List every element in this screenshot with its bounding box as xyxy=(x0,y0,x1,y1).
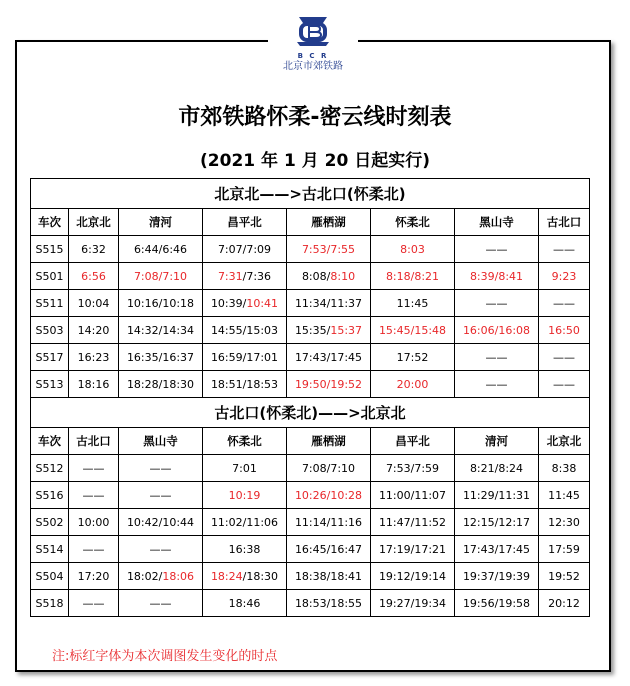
time-cell xyxy=(371,371,455,398)
changed-time: 18:24 xyxy=(210,569,243,583)
train-number-cell: S511 xyxy=(31,290,69,317)
train-number-cell: S516 xyxy=(31,482,69,509)
table-row xyxy=(31,590,590,617)
table-row xyxy=(31,536,590,563)
time-cell: 19:56/19:58 xyxy=(455,590,539,617)
table-row xyxy=(31,563,590,590)
time-cell: 18:51/18:53 xyxy=(203,371,287,398)
time-cell: 20:12 xyxy=(539,590,590,617)
time-cell xyxy=(287,371,371,398)
train-number-cell: S502 xyxy=(31,509,69,536)
train-number-cell: S504 xyxy=(31,563,69,590)
logo-abbreviation: B C R xyxy=(297,52,329,60)
northbound-direction: 古北口(怀柔北)——>北京北 xyxy=(31,398,590,428)
time-cell: 16:23 xyxy=(69,344,119,371)
time-cell: 10:39/10:41 xyxy=(203,290,287,317)
time-cell: 11:34/11:37 xyxy=(287,290,371,317)
time-cell: —— xyxy=(119,536,203,563)
time-cell: 6:44/6:46 xyxy=(119,236,203,263)
column-header: 雁栖湖 xyxy=(287,428,371,455)
time-cell: 11:02/11:06 xyxy=(203,509,287,536)
southbound-direction: 北京北——>古北口(怀柔北) xyxy=(31,179,590,209)
time-cell: —— xyxy=(539,344,590,371)
table-row xyxy=(31,455,590,482)
time-cell: 14:32/14:34 xyxy=(119,317,203,344)
time-cell: 18:28/18:30 xyxy=(119,371,203,398)
train-number-cell: S513 xyxy=(31,371,69,398)
time-cell: —— xyxy=(539,236,590,263)
changed-time: 7:53/7:55 xyxy=(301,242,356,256)
column-header: 古北口 xyxy=(69,428,119,455)
logo-name: 北京市郊铁路 xyxy=(283,61,343,72)
column-header: 黑山寺 xyxy=(119,428,203,455)
changed-time: 7:31 xyxy=(217,269,243,283)
time-cell: 7:53/7:59 xyxy=(371,455,455,482)
time-cell: 18:02/18:06 xyxy=(119,563,203,590)
time-cell xyxy=(455,317,539,344)
time-cell: —— xyxy=(69,482,119,509)
bcr-logo-icon xyxy=(291,14,335,48)
changed-time: 10:19 xyxy=(228,488,261,502)
column-header: 黑山寺 xyxy=(455,209,539,236)
changed-time: 19:50/19:52 xyxy=(294,377,363,391)
time-cell: 15:35/15:37 xyxy=(287,317,371,344)
column-header: 怀柔北 xyxy=(371,209,455,236)
train-number-cell: S501 xyxy=(31,263,69,290)
changed-time: 8:03 xyxy=(400,242,425,256)
time-cell xyxy=(539,263,590,290)
time-cell: 16:45/16:47 xyxy=(287,536,371,563)
time-cell: —— xyxy=(455,371,539,398)
time-cell: 11:29/11:31 xyxy=(455,482,539,509)
time-cell: 18:53/18:55 xyxy=(287,590,371,617)
column-header: 车次 xyxy=(31,428,69,455)
time-cell: 16:38 xyxy=(203,536,287,563)
time-cell: 17:19/17:21 xyxy=(371,536,455,563)
changed-time: 6:56 xyxy=(81,269,106,283)
changed-time: 15:45/15:48 xyxy=(378,323,447,337)
time-cell: 18:46 xyxy=(203,590,287,617)
time-cell: 11:47/11:52 xyxy=(371,509,455,536)
column-header: 雁栖湖 xyxy=(287,209,371,236)
time-cell: 10:04 xyxy=(69,290,119,317)
page-subtitle: (2021 年 1 月 20 日起实行) xyxy=(200,151,430,171)
column-header: 古北口 xyxy=(539,209,590,236)
time-cell: —— xyxy=(69,536,119,563)
time-cell: 10:16/10:18 xyxy=(119,290,203,317)
time-cell: 19:37/19:39 xyxy=(455,563,539,590)
table-row xyxy=(31,509,590,536)
train-number-cell: S517 xyxy=(31,344,69,371)
changed-time: 7:08/7:10 xyxy=(133,269,188,283)
column-header: 北京北 xyxy=(69,209,119,236)
time-cell: 6:32 xyxy=(69,236,119,263)
changed-time: 10:26/10:28 xyxy=(294,488,363,502)
time-cell: 19:12/19:14 xyxy=(371,563,455,590)
time-cell: 8:21/8:24 xyxy=(455,455,539,482)
column-header: 北京北 xyxy=(539,428,590,455)
time-cell: 8:08/8:10 xyxy=(287,263,371,290)
bcr-logo xyxy=(268,14,358,82)
time-cell: 7:31/7:36 xyxy=(203,263,287,290)
time-cell: 18:24/18:30 xyxy=(203,563,287,590)
time-cell: 7:07/7:09 xyxy=(203,236,287,263)
time-cell xyxy=(287,482,371,509)
time-cell: 17:43/17:45 xyxy=(455,536,539,563)
time-cell: 17:43/17:45 xyxy=(287,344,371,371)
time-cell: 14:20 xyxy=(69,317,119,344)
time-cell: 16:59/17:01 xyxy=(203,344,287,371)
time-cell: —— xyxy=(455,290,539,317)
time-cell: —— xyxy=(119,590,203,617)
time-cell: 14:55/15:03 xyxy=(203,317,287,344)
table-row xyxy=(31,263,590,290)
train-number-cell: S503 xyxy=(31,317,69,344)
time-cell: 18:16 xyxy=(69,371,119,398)
changed-time: 16:06/16:08 xyxy=(462,323,531,337)
time-cell xyxy=(371,236,455,263)
column-header: 昌平北 xyxy=(203,209,287,236)
time-cell: 16:35/16:37 xyxy=(119,344,203,371)
changed-time: 15:37 xyxy=(330,323,363,337)
time-cell: 12:15/12:17 xyxy=(455,509,539,536)
time-cell xyxy=(119,263,203,290)
time-cell: —— xyxy=(69,455,119,482)
time-cell: 10:42/10:44 xyxy=(119,509,203,536)
train-number-cell: S514 xyxy=(31,536,69,563)
time-cell: 10:00 xyxy=(69,509,119,536)
footnote: 注:标红字体为本次调图发生变化的时点 xyxy=(52,649,278,664)
train-number-cell: S518 xyxy=(31,590,69,617)
column-header: 清河 xyxy=(455,428,539,455)
changed-time: 8:18/8:21 xyxy=(385,269,440,283)
time-cell: —— xyxy=(539,371,590,398)
time-cell: 19:52 xyxy=(539,563,590,590)
time-cell: 18:38/18:41 xyxy=(287,563,371,590)
column-header: 怀柔北 xyxy=(203,428,287,455)
changed-time: 8:10 xyxy=(330,269,356,283)
table-row xyxy=(31,482,590,509)
time-cell: —— xyxy=(455,236,539,263)
time-cell: 17:20 xyxy=(69,563,119,590)
changed-time: 16:50 xyxy=(548,323,580,337)
timetable xyxy=(30,178,590,617)
column-header: 车次 xyxy=(31,209,69,236)
time-cell xyxy=(203,482,287,509)
time-cell xyxy=(69,263,119,290)
table-row xyxy=(31,236,590,263)
time-cell xyxy=(539,317,590,344)
table-row xyxy=(31,290,590,317)
time-cell xyxy=(455,263,539,290)
time-cell: —— xyxy=(69,590,119,617)
time-cell: 11:45 xyxy=(371,290,455,317)
time-cell: 8:38 xyxy=(539,455,590,482)
time-cell: —— xyxy=(119,482,203,509)
time-cell: 11:00/11:07 xyxy=(371,482,455,509)
train-number-cell: S512 xyxy=(31,455,69,482)
time-cell: 11:45 xyxy=(539,482,590,509)
time-cell: 17:52 xyxy=(371,344,455,371)
time-cell xyxy=(371,263,455,290)
time-cell: 17:59 xyxy=(539,536,590,563)
time-cell xyxy=(371,317,455,344)
changed-time: 10:41 xyxy=(246,296,279,310)
table-row xyxy=(31,371,590,398)
table-row xyxy=(31,317,590,344)
train-number-cell: S515 xyxy=(31,236,69,263)
time-cell: —— xyxy=(119,455,203,482)
time-cell: 12:30 xyxy=(539,509,590,536)
time-cell: 7:08/7:10 xyxy=(287,455,371,482)
changed-time: 20:00 xyxy=(396,377,429,391)
time-cell: —— xyxy=(455,344,539,371)
column-header: 清河 xyxy=(119,209,203,236)
time-cell: 7:01 xyxy=(203,455,287,482)
page-title: 市郊铁路怀柔-密云线时刻表 xyxy=(178,105,452,130)
changed-time: 18:06 xyxy=(162,569,195,583)
column-header: 昌平北 xyxy=(371,428,455,455)
time-cell xyxy=(287,236,371,263)
time-cell: 11:14/11:16 xyxy=(287,509,371,536)
changed-time: 9:23 xyxy=(551,269,577,283)
time-cell: 19:27/19:34 xyxy=(371,590,455,617)
table-row xyxy=(31,344,590,371)
changed-time: 8:39/8:41 xyxy=(469,269,524,283)
time-cell: —— xyxy=(539,290,590,317)
